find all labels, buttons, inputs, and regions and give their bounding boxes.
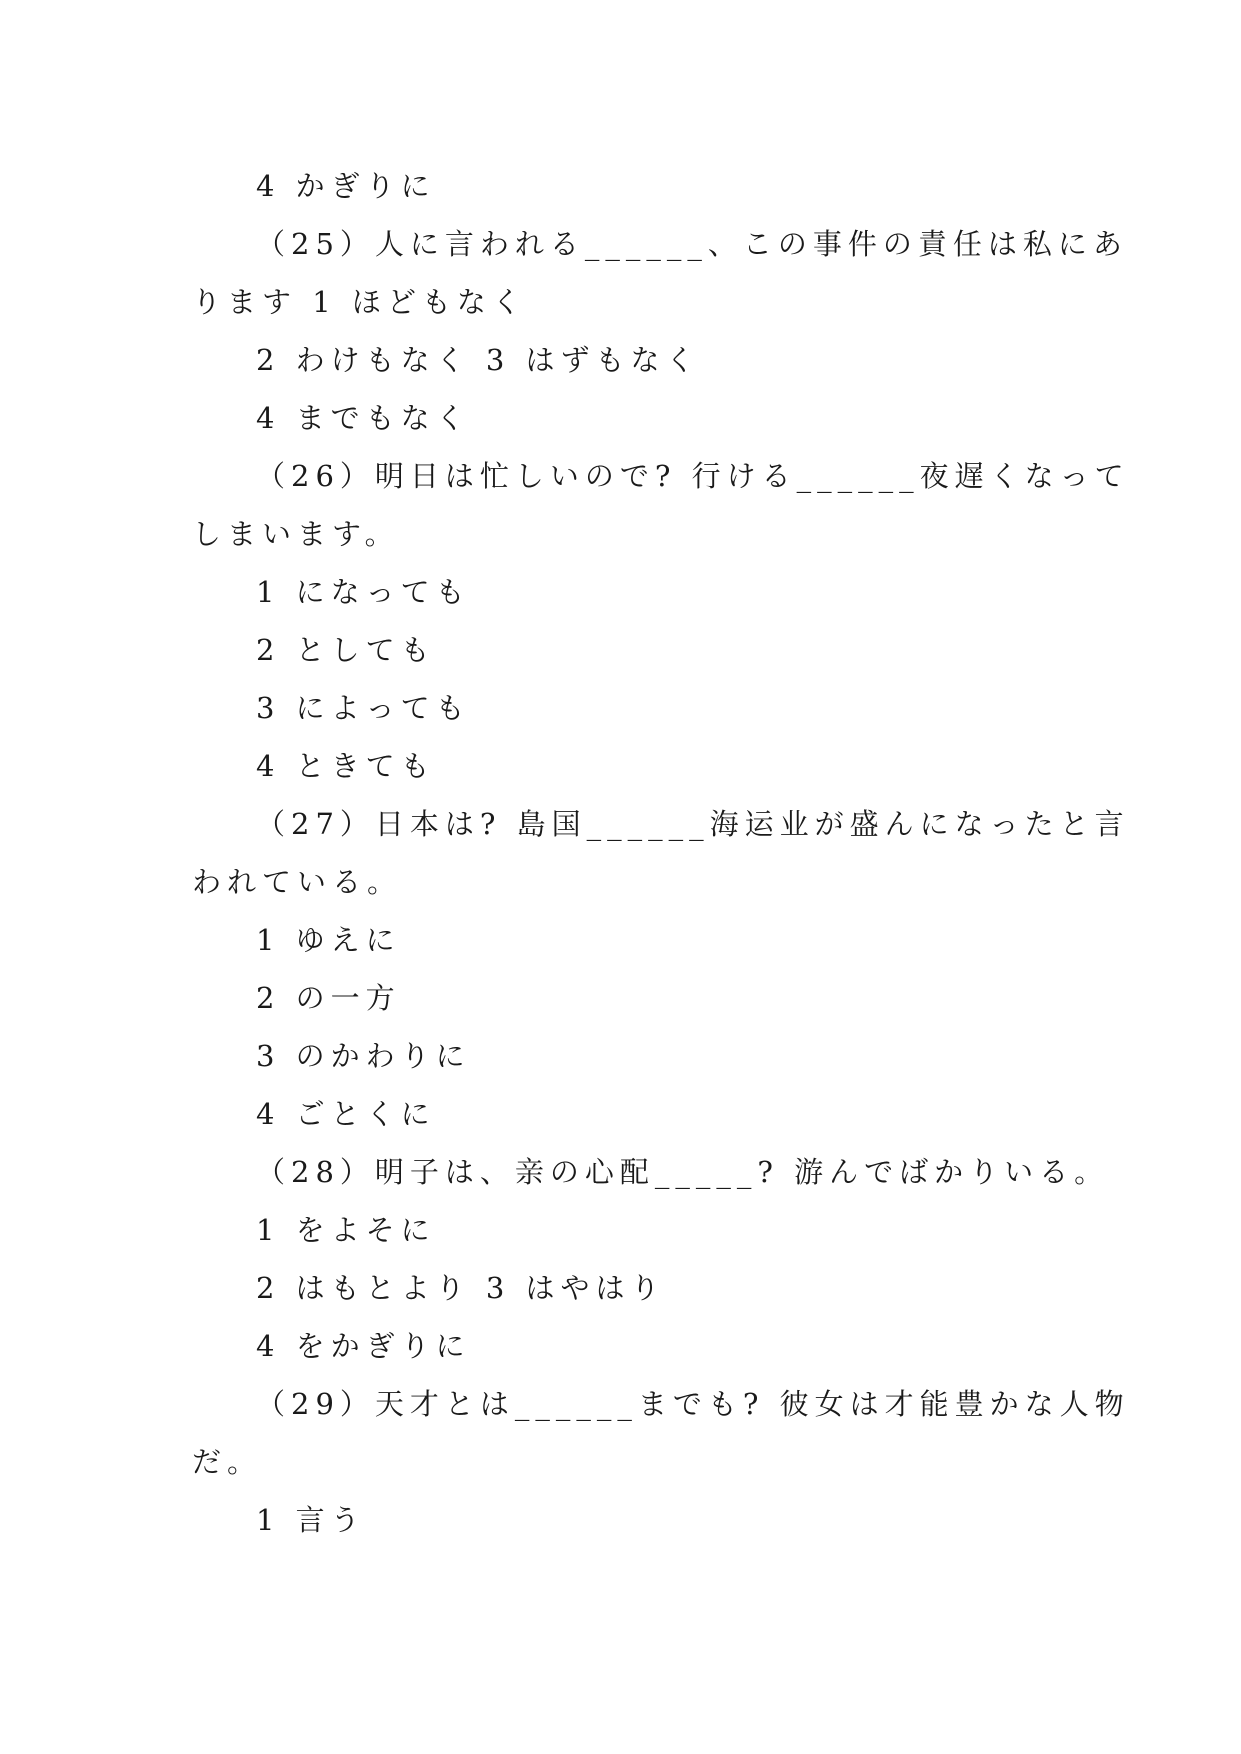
question-25-line-1: （25）人に言われる______、この事件の責任は私にあ	[256, 227, 1128, 261]
question-25-line-2: ります 1 ほどもなく	[192, 285, 527, 319]
option-29-1: 1 言う	[256, 1503, 366, 1537]
question-27-line-1: （27）日本は? 島国______海运业が盛んになったと言	[256, 807, 1130, 841]
question-29-line-2: だ。	[192, 1445, 263, 1479]
option-28-4: 4 をかぎりに	[256, 1329, 471, 1363]
option-27-1: 1 ゆえに	[256, 923, 401, 957]
option-26-3: 3 によっても	[256, 691, 471, 725]
option-26-2: 2 としても	[256, 633, 436, 667]
option-28-2-3: 2 はもとより 3 はやはり	[256, 1271, 666, 1305]
question-26-line-1: （26）明日は忙しいので? 行ける______夜遅くなって	[256, 459, 1130, 493]
option-28-1: 1 をよそに	[256, 1213, 436, 1247]
option-24-4: 4 かぎりに	[256, 169, 436, 203]
option-26-1: 1 になっても	[256, 575, 471, 609]
question-28-line-1: （28）明子は、亲の心配_____? 游んでばかりいる。	[256, 1155, 1110, 1189]
question-26-line-2: しまいます。	[192, 517, 400, 551]
option-27-3: 3 のかわりに	[256, 1039, 471, 1073]
question-27-line-2: われている。	[192, 865, 403, 899]
option-26-4: 4 ときても	[256, 749, 436, 783]
option-25-2-3: 2 わけもなく 3 はずもなく	[256, 343, 701, 377]
option-27-4: 4 ごとくに	[256, 1097, 436, 1131]
option-27-2: 2 の一方	[256, 981, 401, 1015]
question-29-line-1: （29）天才とは______までも? 彼女は才能豊かな人物	[256, 1387, 1130, 1421]
option-25-4: 4 までもなく	[256, 401, 471, 435]
